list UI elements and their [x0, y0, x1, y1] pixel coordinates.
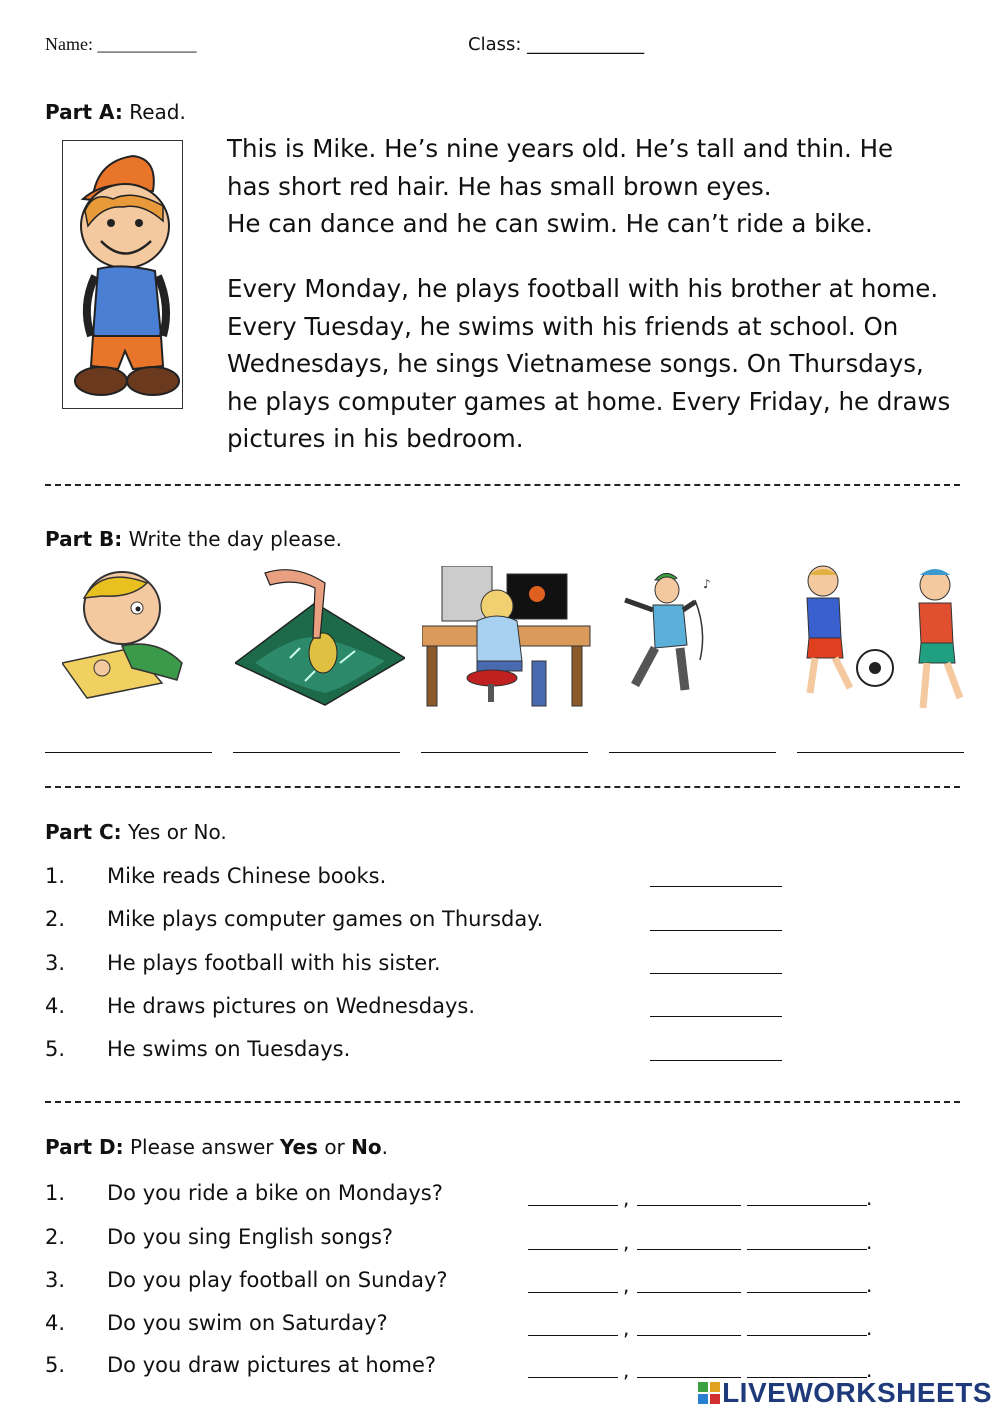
comma: , — [623, 1273, 630, 1297]
paragraph-line: he plays computer games at home. Every Friday, he draws — [227, 386, 951, 416]
yes-no-answer-line-1[interactable] — [650, 886, 782, 887]
item-text: He swims on Tuesdays. — [107, 1037, 351, 1061]
item-number: 5. — [45, 1353, 66, 1377]
subject-blank[interactable] — [637, 1249, 741, 1250]
yes-no-blank[interactable] — [528, 1377, 618, 1378]
verb-blank[interactable] — [747, 1205, 867, 1206]
day-answer-line-3[interactable] — [421, 752, 588, 753]
yes-no-blank[interactable] — [528, 1249, 618, 1250]
part-b-title — [45, 527, 342, 551]
item-number: 1. — [45, 864, 66, 888]
computer-games-picture — [422, 566, 592, 711]
paragraph-line: He can dance and he can swim. He can’t ride a bike. — [227, 209, 873, 238]
item-number: 2. — [45, 1225, 66, 1249]
day-answer-line-4[interactable] — [609, 752, 776, 753]
yes-no-answer-line-5[interactable] — [650, 1060, 782, 1061]
verb-blank[interactable] — [747, 1249, 867, 1250]
item-text: Do you play football on Sunday? — [107, 1268, 448, 1292]
mike-paragraph-2 — [227, 270, 967, 458]
part-c-title — [45, 820, 227, 844]
item-number: 5. — [45, 1037, 66, 1061]
part-b-heading: Part B: — [45, 527, 123, 551]
svg-text:♪: ♪ — [703, 577, 711, 591]
section-divider — [45, 484, 960, 486]
paragraph-line: This is Mike. He’s nine years old. He’s tall and thin. He — [227, 134, 894, 163]
section-divider — [45, 1101, 960, 1103]
no-keyword: No — [351, 1135, 382, 1159]
verb-blank[interactable] — [747, 1335, 867, 1336]
subject-blank[interactable] — [637, 1292, 741, 1293]
item-text: He plays football with his sister. — [107, 951, 441, 975]
yes-keyword: Yes — [279, 1135, 318, 1159]
item-number: 1. — [45, 1181, 66, 1205]
part-d-instruction: Please answer — [129, 1135, 274, 1159]
name-blank[interactable]: ___________ — [97, 34, 197, 54]
liveworksheets-brand: LIVEWORKSHEETS — [722, 1377, 992, 1408]
paragraph-line: Wednesdays, he sings Vietnamese songs. On Thursdays, — [227, 349, 924, 378]
comma: , — [623, 1358, 630, 1382]
liveworksheets-logo — [698, 1377, 992, 1409]
end-period: . — [866, 1358, 873, 1382]
item-number: 4. — [45, 1311, 66, 1335]
mike-paragraph-1 — [227, 130, 967, 243]
liveworksheets-logo-icon — [698, 1379, 720, 1401]
part-d-answer-1 — [528, 1186, 878, 1214]
day-answer-line-5[interactable] — [797, 752, 964, 753]
football-picture — [795, 563, 970, 723]
end-period: . — [866, 1316, 873, 1340]
part-a-heading: Part A: — [45, 100, 123, 124]
singing-picture — [615, 570, 715, 700]
paragraph-line: pictures in his bedroom. — [227, 424, 524, 453]
yes-no-answer-line-3[interactable] — [650, 973, 782, 974]
item-text: Do you sing English songs? — [107, 1225, 394, 1249]
part-b-instruction: Write the day please. — [128, 527, 342, 551]
part-d-answer-4 — [528, 1316, 878, 1344]
yes-no-blank[interactable] — [528, 1205, 618, 1206]
class-blank[interactable]: _____________ — [527, 34, 645, 55]
paragraph-line: has short red hair. He has small brown eyes. — [227, 171, 772, 201]
item-text: Mike plays computer games on Thursday. — [107, 907, 544, 931]
yes-no-answer-line-2[interactable] — [650, 930, 782, 931]
end-period: . — [866, 1230, 873, 1254]
drawing-picture — [62, 568, 192, 708]
item-text: Do you draw pictures at home? — [107, 1353, 437, 1377]
class-label: Class: — [468, 34, 522, 55]
name-field — [45, 34, 196, 55]
comma: , — [623, 1186, 630, 1210]
paragraph-line: Every Monday, he plays football with his brother at home. — [227, 274, 939, 303]
part-c-instruction: Yes or No. — [128, 820, 227, 844]
part-d-heading: Part D: — [45, 1135, 124, 1159]
item-text: He draws pictures on Wednesdays. — [107, 994, 476, 1018]
part-d-answer-3 — [528, 1273, 878, 1301]
item-text: Do you ride a bike on Mondays? — [107, 1181, 443, 1205]
subject-blank[interactable] — [637, 1335, 741, 1336]
section-divider — [45, 786, 960, 788]
mike-image — [62, 140, 183, 409]
item-number: 3. — [45, 951, 66, 975]
part-a-instruction: Read. — [129, 100, 186, 124]
instruction-period: . — [381, 1135, 388, 1159]
yes-no-blank[interactable] — [528, 1335, 618, 1336]
yes-no-blank[interactable] — [528, 1292, 618, 1293]
item-number: 2. — [45, 907, 66, 931]
comma: , — [623, 1230, 630, 1254]
swimming-picture — [235, 563, 405, 708]
subject-blank[interactable] — [637, 1205, 741, 1206]
paragraph-line: Every Tuesday, he swims with his friends at school. On — [227, 311, 899, 341]
part-d-answer-2 — [528, 1230, 878, 1258]
item-text: Do you swim on Saturday? — [107, 1311, 388, 1335]
item-text: Mike reads Chinese books. — [107, 864, 387, 888]
name-label: Name: — [45, 34, 93, 54]
part-a-title — [45, 100, 186, 124]
or-word: or — [324, 1135, 345, 1159]
comma: , — [623, 1316, 630, 1340]
verb-blank[interactable] — [747, 1292, 867, 1293]
item-number: 4. — [45, 994, 66, 1018]
day-answer-line-1[interactable] — [45, 752, 212, 753]
class-field — [468, 34, 644, 55]
yes-no-answer-line-4[interactable] — [650, 1016, 782, 1017]
part-c-heading: Part C: — [45, 820, 122, 844]
item-number: 3. — [45, 1268, 66, 1292]
day-answer-line-2[interactable] — [233, 752, 400, 753]
end-period: . — [866, 1186, 873, 1210]
part-d-title — [45, 1135, 388, 1159]
end-period: . — [866, 1273, 873, 1297]
